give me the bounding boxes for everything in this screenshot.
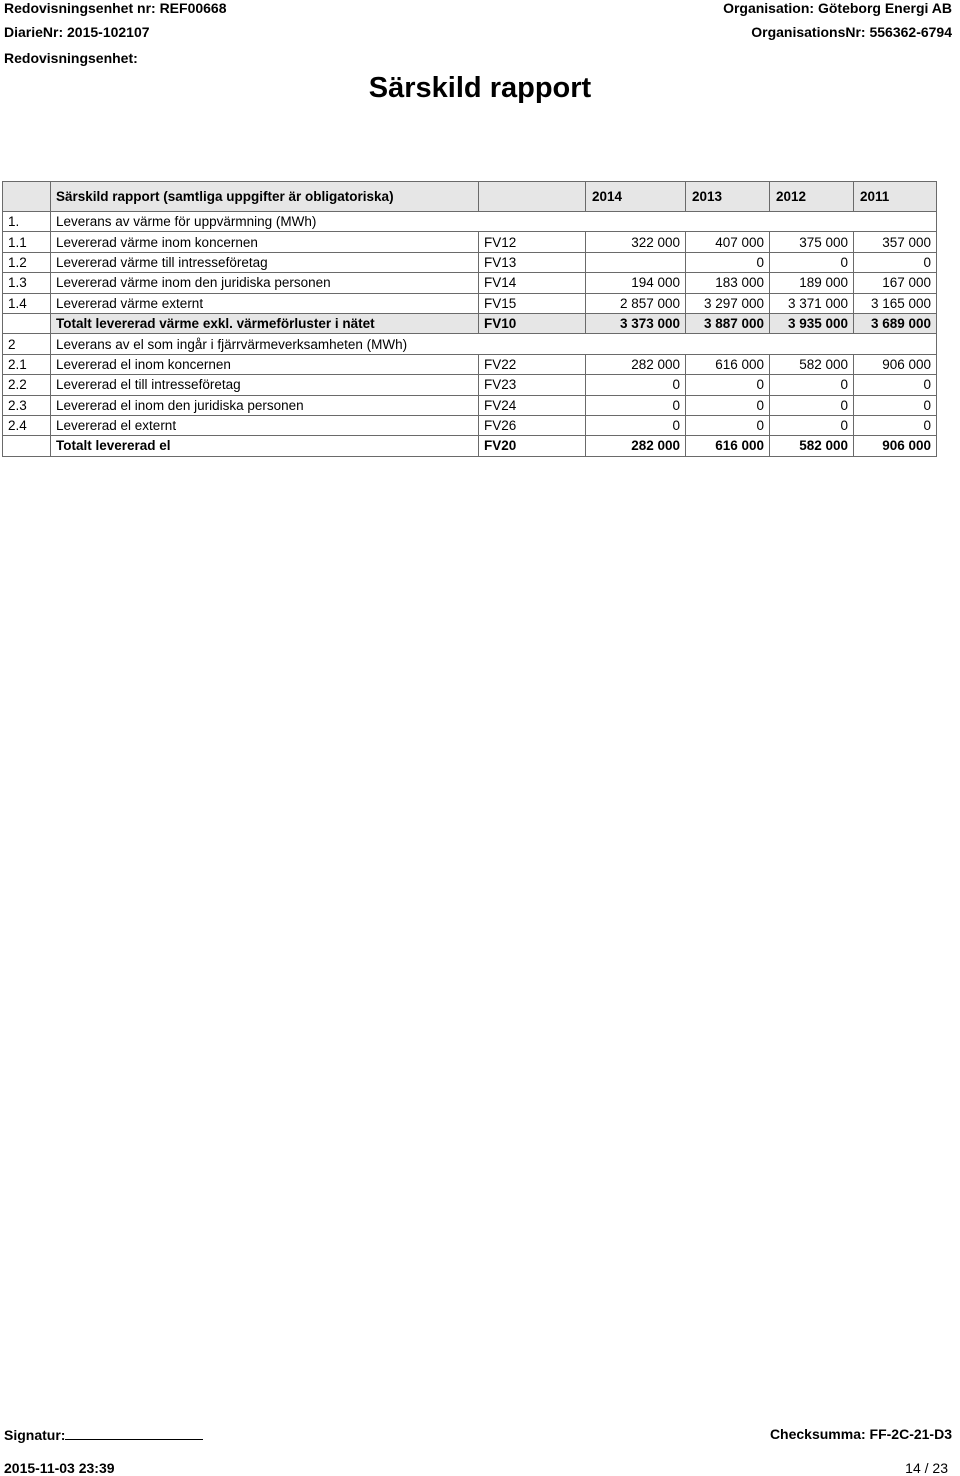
row-code: FV14 — [479, 273, 586, 293]
value-2012: 375 000 — [770, 232, 854, 252]
signature-field — [65, 1426, 203, 1440]
section-label: Leverans av värme för uppvärmning (MWh) — [51, 212, 586, 232]
row-number: 2.1 — [3, 354, 51, 374]
row-number: 1.2 — [3, 252, 51, 272]
value-2012: 189 000 — [770, 273, 854, 293]
row-code: FV12 — [479, 232, 586, 252]
value-2013: 183 000 — [686, 273, 770, 293]
row-code: FV22 — [479, 354, 586, 374]
value-2014: 282 000 — [586, 436, 686, 456]
value-2014: 0 — [586, 415, 686, 435]
value-2011: 167 000 — [854, 273, 937, 293]
year-header-2012: 2012 — [770, 182, 854, 212]
value-2014 — [586, 252, 686, 272]
value-2014: 322 000 — [586, 232, 686, 252]
row-label: Totalt levererad värme exkl. värmeförluster i nätet — [51, 313, 479, 333]
value-2014: 0 — [586, 375, 686, 395]
row-code: FV20 — [479, 436, 586, 456]
row-number: 1.1 — [3, 232, 51, 252]
signature-label: Signatur: — [4, 1427, 66, 1443]
row-code: FV26 — [479, 415, 586, 435]
row-number: 2.2 — [3, 375, 51, 395]
value-2013: 3 297 000 — [686, 293, 770, 313]
value-2013: 407 000 — [686, 232, 770, 252]
value-2013: 0 — [686, 375, 770, 395]
signature-line — [4, 1426, 203, 1443]
value-2012: 582 000 — [770, 354, 854, 374]
value-2014: 194 000 — [586, 273, 686, 293]
value-2012: 582 000 — [770, 436, 854, 456]
year-header-2011: 2011 — [854, 182, 937, 212]
row-label: Levererad el inom den juridiska personen — [51, 395, 479, 415]
value-2013: 616 000 — [686, 436, 770, 456]
value-2011: 3 165 000 — [854, 293, 937, 313]
section-filler — [586, 212, 937, 232]
organisation-number: OrganisationsNr: 556362-6794 — [751, 24, 952, 40]
value-2013: 0 — [686, 415, 770, 435]
value-2013: 0 — [686, 395, 770, 415]
value-2013: 0 — [686, 252, 770, 272]
value-2014: 282 000 — [586, 354, 686, 374]
header-num-cell — [3, 182, 51, 212]
organisation-name: Organisation: Göteborg Energi AB — [723, 0, 952, 16]
table-heading: Särskild rapport (samtliga uppgifter är obligatoriska) — [51, 182, 479, 212]
row-number: 1.4 — [3, 293, 51, 313]
value-2013: 3 887 000 — [686, 313, 770, 333]
section-row — [3, 212, 937, 232]
row-code: FV15 — [479, 293, 586, 313]
row-number: 2.3 — [3, 395, 51, 415]
row-label: Levererad el externt — [51, 415, 479, 435]
table-row — [3, 293, 937, 313]
value-2011: 0 — [854, 375, 937, 395]
value-2012: 3 935 000 — [770, 313, 854, 333]
report-table — [2, 181, 937, 457]
value-2012: 0 — [770, 415, 854, 435]
value-2014: 0 — [586, 395, 686, 415]
table-row — [3, 273, 937, 293]
value-2011: 0 — [854, 252, 937, 272]
page-title: Särskild rapport — [368, 72, 592, 104]
row-label: Levererad värme till intresseföretag — [51, 252, 479, 272]
table-row — [3, 395, 937, 415]
value-2012: 0 — [770, 252, 854, 272]
reporting-unit-number: Redovisningsenhet nr: REF00668 — [4, 0, 227, 16]
value-2012: 0 — [770, 395, 854, 415]
row-number — [3, 436, 51, 456]
row-number: 2.4 — [3, 415, 51, 435]
table-row — [3, 252, 937, 272]
row-label: Levererad el till intresseföretag — [51, 375, 479, 395]
row-number: 1.3 — [3, 273, 51, 293]
value-2014: 2 857 000 — [586, 293, 686, 313]
page-number: 14 / 23 — [905, 1460, 948, 1476]
row-number: 2 — [3, 334, 51, 354]
year-header-2014: 2014 — [586, 182, 686, 212]
row-label: Levererad el inom koncernen — [51, 354, 479, 374]
value-2011: 906 000 — [854, 436, 937, 456]
row-code: FV24 — [479, 395, 586, 415]
table-header-row — [3, 182, 937, 212]
checksum: Checksumma: FF-2C-21-D3 — [769, 1426, 952, 1442]
row-code: FV10 — [479, 313, 586, 333]
table-row — [3, 354, 937, 374]
value-2011: 0 — [854, 415, 937, 435]
section-label: Leverans av el som ingår i fjärrvärmeverksamheten (MWh) — [51, 334, 586, 354]
row-number: 1. — [3, 212, 51, 232]
table-row — [3, 232, 937, 252]
value-2012: 0 — [770, 375, 854, 395]
total-row — [3, 313, 937, 333]
row-code: FV13 — [479, 252, 586, 272]
table-row — [3, 415, 937, 435]
value-2013: 616 000 — [686, 354, 770, 374]
header-code-cell — [479, 182, 586, 212]
reporting-unit: Redovisningsenhet: — [4, 50, 138, 66]
section-filler — [586, 334, 937, 354]
row-number — [3, 313, 51, 333]
value-2012: 3 371 000 — [770, 293, 854, 313]
value-2011: 906 000 — [854, 354, 937, 374]
value-2011: 0 — [854, 395, 937, 415]
table-row — [3, 375, 937, 395]
value-2011: 357 000 — [854, 232, 937, 252]
section-row — [3, 334, 937, 354]
row-label: Levererad värme externt — [51, 293, 479, 313]
row-code: FV23 — [479, 375, 586, 395]
year-header-2013: 2013 — [686, 182, 770, 212]
row-label: Levererad värme inom den juridiska personen — [51, 273, 479, 293]
row-label: Totalt levererad el — [51, 436, 479, 456]
timestamp: 2015-11-03 23:39 — [4, 1460, 115, 1476]
row-label: Levererad värme inom koncernen — [51, 232, 479, 252]
total-row — [3, 436, 937, 456]
value-2014: 3 373 000 — [586, 313, 686, 333]
value-2011: 3 689 000 — [854, 313, 937, 333]
diary-number: DiarieNr: 2015-102107 — [4, 24, 150, 40]
